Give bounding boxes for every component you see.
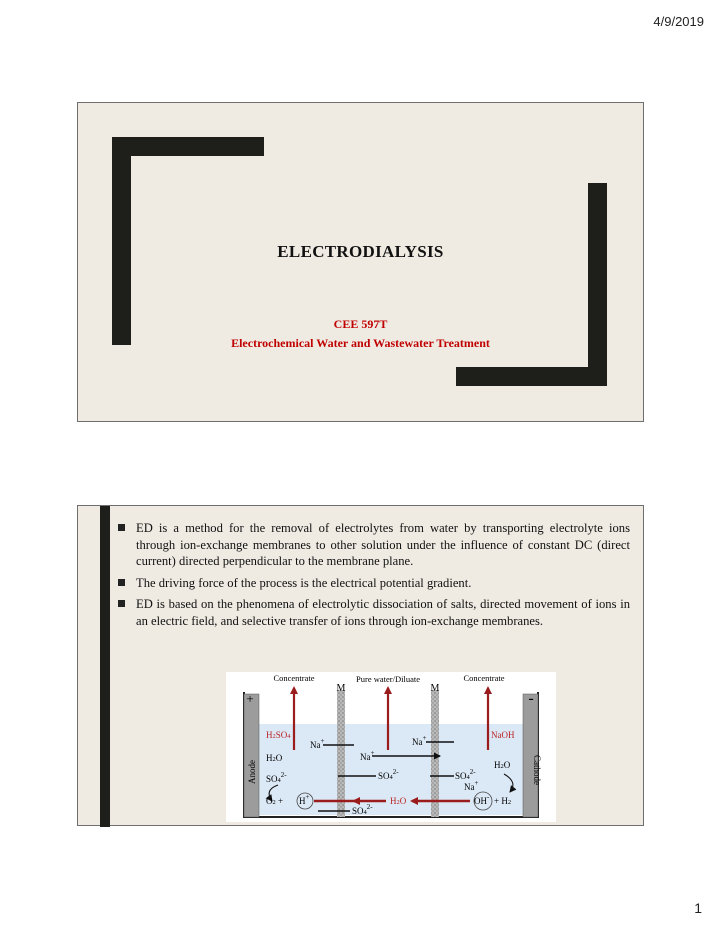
- frame-bar-left-vertical: [112, 137, 131, 345]
- na-ion-1: Na+: [310, 737, 325, 750]
- title-slide: [77, 102, 644, 422]
- cathode-label: Cathode: [532, 755, 542, 785]
- h2o-label-bottom: H2O: [390, 796, 407, 806]
- bullet-text: ED is a method for the removal of electrolytes from water by transporting electrolyte ions through ion-exchange membranes to other solution under the influence of constant DC (direct current) directed perpendicular to the membrane plane.: [136, 521, 630, 568]
- cathode-sign: -: [528, 690, 534, 707]
- na-ion-4: Na+: [464, 779, 479, 792]
- label-concentrate-right: Concentrate: [463, 673, 505, 683]
- h2-label: + H2: [494, 796, 512, 806]
- bullet-square-icon: [118, 600, 125, 607]
- electrodialysis-diagram: [226, 672, 556, 822]
- membrane-right: [431, 690, 439, 817]
- list-item: [118, 520, 630, 570]
- label-concentrate-left: Concentrate: [273, 673, 315, 683]
- so4-ion-mid: $SO4^{2-}$: [378, 768, 399, 781]
- h2o-label-right: H2O: [494, 760, 511, 770]
- bullet-text: ED is based on the phenomena of electrolytic dissociation of salts, directed movement of ions in an electric field, and selective transfer of ions through ion-exchange membranes.: [136, 597, 630, 628]
- anode-label: Anode: [247, 760, 257, 784]
- frame-bar-right-vertical: [588, 183, 607, 386]
- h2so4-label: H2SO4: [266, 730, 291, 740]
- bullet-square-icon: [118, 579, 125, 586]
- diagram-svg: [226, 672, 556, 822]
- bullet-square-icon: [118, 524, 125, 531]
- accent-bar: [100, 506, 110, 827]
- label-membrane-left: M: [336, 683, 346, 694]
- naoh-label: NaOH: [491, 730, 515, 740]
- label-membrane-right: M: [430, 683, 440, 694]
- bullet-list: [118, 520, 630, 634]
- membrane-left: [337, 690, 345, 817]
- so4-ion-left: $SO4^{2-}$: [266, 771, 287, 784]
- anode-electrode: [244, 694, 259, 817]
- so4-ion-right: $SO4^{2-}$: [455, 768, 476, 781]
- oh-ion: OH-: [474, 793, 490, 806]
- anode-sign: +: [246, 691, 254, 706]
- na-ion-3: Na+: [412, 734, 427, 747]
- list-item: [118, 575, 630, 592]
- page-number: 1: [694, 900, 702, 916]
- h2o-label-left: H2O: [266, 753, 283, 763]
- o2-label: O2 +: [266, 796, 284, 806]
- slide-title: ELECTRODIALYSIS: [277, 242, 444, 261]
- na-ion-2: Na+: [360, 749, 375, 762]
- frame-bar-right-horizontal: [456, 367, 607, 386]
- list-item: [118, 596, 630, 629]
- page-date: 4/9/2019: [653, 14, 704, 29]
- course-code: CEE 597T: [333, 317, 388, 331]
- label-pure-water: Pure water/Diluate: [356, 674, 420, 684]
- course-name: Electrochemical Water and Wastewater Treatment: [231, 336, 490, 350]
- so4-ion-bottom: $SO4^{2-}$: [352, 803, 373, 816]
- frame-bar-left-horizontal: [112, 137, 264, 156]
- content-slide: [77, 505, 644, 826]
- bullet-text: The driving force of the process is the electrical potential gradient.: [136, 575, 472, 590]
- h-ion: H+: [299, 793, 310, 806]
